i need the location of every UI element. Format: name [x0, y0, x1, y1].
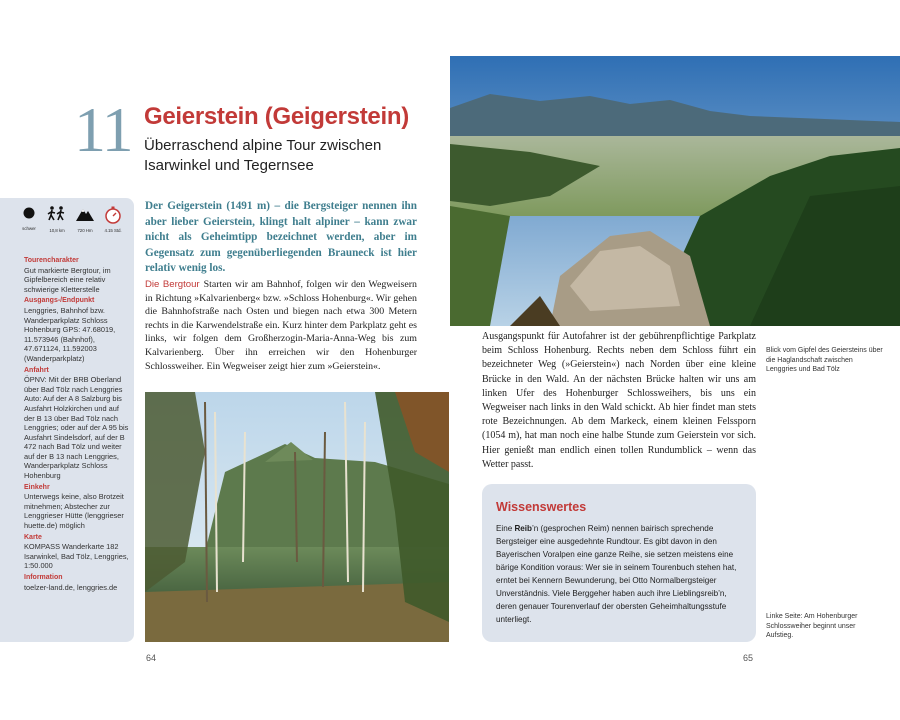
page-number-left: 64 [146, 653, 157, 663]
body-right: Ausgangspunkt für Autofahrer ist der gebührenpflichtige Parkplatz beim Schloss Hohenburg. Rechts neben dem Schloss führt ein bezeichneter Weg (»Geierstein«) nach Norden über eine kleine Brücke in den Wald. An der nächsten Brücke halten wir uns am linken Ufer des Hohenburger Schlossweihers, bis uns ein Wegweiser nach links in den Wald schickt. Ab hier findet man stets rote Bezeichnungen. Ab dem Markeck, einem kleinen Felssporn (1054 m), hat man noch eine halbe Stunde zum Geierstein vor sich. Hier genießt man endlich einen tollen Rundumblick – wenn das Wetter passt. [482, 331, 756, 470]
box-text-before: Eine [496, 524, 515, 533]
knowledge-box-text [496, 522, 748, 626]
character-text: Gut markierte Bergtour, im Gipfelbereich eine relativ schwierige Kletterstelle [24, 265, 111, 294]
summit-illustration [450, 56, 900, 326]
ascent-mountain-icon [75, 206, 95, 222]
box-text-highlight: Reib [514, 524, 532, 533]
map-text: KOMPASS Wanderkarte 182 Isarwinkel, Bad Tölz, Lenggries, 1:50.000 [24, 542, 129, 571]
approach-text: ÖPNV: Mit der BRB Oberland über Bad Tölz nach Lenggries Auto: Auf der A 8 Salzburg bis Ausfahrt Holzkirchen und auf der B 13 über Bad Tölz nach Lenggries; oder auf der A 95 bis Ausfahrt Sindelsdorf, auf der B 472 nach Bad Tölz und weiter auf der B 13 nach Lenggries, Wanderparkplatz Schloss Hohenburg [24, 375, 129, 481]
knowledge-box-title: Wissenswertes [496, 500, 587, 514]
difficulty-dot-icon [22, 206, 36, 220]
tour-number: 11 [74, 94, 132, 165]
food-label: Einkehr [24, 483, 50, 491]
lake-photo-caption: Linke Seite: Am Hohenburger Schlossweiher beginnt unser Aufstieg. [766, 613, 858, 640]
food-text: Unterwegs keine, also Brotzeit mitnehmen; Abstecher zur Lenggrieser Hütte (lenggrieser huette.de) möglich [24, 492, 124, 531]
character-label: Tourencharakter [24, 257, 79, 264]
lake-illustration [145, 392, 449, 642]
box-text-after: ’n (gesprochen Reim) nennen bairisch sprechende Bergsteiger eine ausgedehnte Rundtour. Es gibt davon in den Bayerischen Voralpen eine ganze Reihe, sie setzen meistens eine bärige Kondition voraus: Wer sie in seinem Tourenbuch stehen hat, erntet bei Kennern Bewunderung, bei Otto Normalbergsteiger Unverständnis. Viele Berggeher haben auch ihre Lieblingsreib’n, deren genauer Tourenverlauf der obersten Geheimhaltungsstufe unterliegt. [496, 524, 737, 624]
stopwatch-icon [104, 206, 122, 224]
information-text: toelzer-land.de, lenggries.de [24, 582, 118, 592]
lake-photo [145, 392, 449, 642]
ascent-caption: 720 Hm [77, 228, 93, 233]
body-left-text: Starten wir am Bahnhof, folgen wir den Wegweisern in Richtung »Kalvarienberg« bzw. »Schloss Hohenburg«. Wir gehen die Bahnhofstraße nach Osten und biegen nach etwa 300 Metern rechts in die Karwendelstraße ein. Kurz hinter dem Parkplatz geht es links, wir folgen dem Großherzogin-Maria-Anna-Weg bis zum Kalvarienberg. Über ihn erreichen wir den Hohenburger Schlossweiher. Ein Wegweiser zeigt hier zum »Geierstein«. [145, 279, 417, 372]
body-left [145, 278, 417, 373]
summit-photo-caption: Blick vom Gipfel des Geiersteins über die Haglandschaft zwischen Lenggries und Bad Tölz [766, 347, 883, 374]
page-number-right: 65 [743, 653, 754, 663]
duration-caption: 4.15 Std. [104, 228, 122, 233]
start-text: Lenggries, Bahnhof bzw. Wanderparkplatz Schloss Hohenburg GPS: 47.68019, 11.573946 (Bahnhof), 47.671124, 11.592003 (Wanderparkplatz) [24, 305, 116, 363]
start-label: Ausgangs-/Endpunkt [24, 297, 95, 305]
distance-stat [44, 206, 70, 233]
tour-subtitle: Überraschend alpine Tour zwischen Isarwinkel und Tegernsee [144, 137, 382, 174]
hikers-distance-icon [46, 206, 68, 222]
distance-caption: 10,8 km [49, 228, 65, 233]
duration-stat [100, 206, 126, 233]
summit-view-photo [450, 56, 900, 326]
tour-info [24, 254, 130, 592]
difficulty-caption: schwer [22, 226, 36, 231]
intro-paragraph: Der Geigerstein (1491 m) – die Bergsteiger nennen ihn aber lieber Geierstein, klingt halt alpiner – kann zwar nicht als Geheimtipp bezeichnet werden, aber im Gegensatz zum gegenüberliegenden Brauneck ist hier relativ wenig los. [145, 200, 417, 275]
tour-title: Geierstein (Geigerstein) [144, 103, 409, 130]
map-label: Karte [24, 533, 42, 541]
section-lead: Die Bergtour [145, 279, 200, 290]
information-label: Information [24, 574, 63, 581]
ascent-stat [72, 206, 98, 233]
difficulty-stat [16, 206, 42, 231]
approach-label: Anfahrt [24, 366, 49, 374]
stats-row [10, 206, 128, 244]
